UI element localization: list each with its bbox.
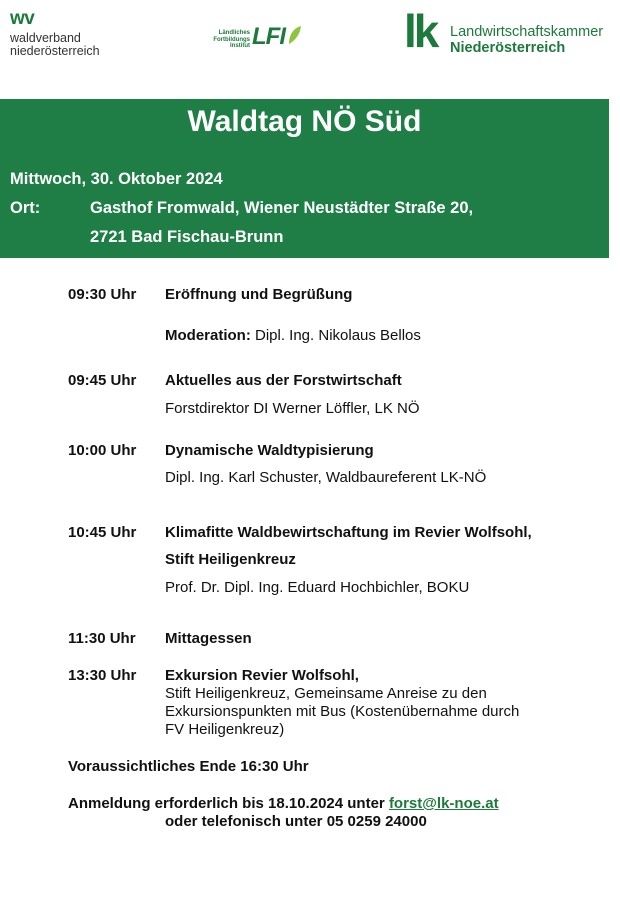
lk-logo-line2: Niederösterreich — [450, 40, 566, 56]
waldverband-logo-line1: waldverband — [10, 31, 81, 45]
lfi-logo-mark: LFI — [252, 23, 285, 50]
end-time-note: Voraussichtliches Ende 16:30 Uhr — [68, 758, 309, 775]
agenda-title: Klimafitte Waldbewirtschaftung im Revier Wolfsohl, — [165, 524, 532, 541]
location-label: Ort: — [10, 199, 41, 217]
agenda-title: Mittagessen — [165, 630, 252, 647]
leaf-icon — [286, 24, 302, 46]
agenda-title: Exkursion Revier Wolfsohl, — [165, 667, 359, 684]
waldverband-logo-mark: wv — [10, 8, 35, 29]
event-banner — [0, 99, 609, 258]
lfi-logo-subtitle: Ländliches Fortbildungs Institut — [213, 30, 250, 49]
agenda-title-line2: Stift Heiligenkreuz — [165, 551, 296, 568]
agenda-detail: FV Heiligenkreuz) — [165, 721, 285, 738]
lk-logo-mark: lk — [404, 5, 437, 57]
agenda-time: 09:30 Uhr — [68, 286, 137, 303]
registration-text: Anmeldung erforderlich bis 18.10.2024 unter — [68, 795, 389, 812]
waldverband-logo-line2: niederösterreich — [10, 44, 100, 58]
location-line2: 2721 Bad Fischau-Brunn — [90, 228, 284, 246]
registration-line1 — [68, 795, 499, 812]
registration-line2: oder telefonisch unter 05 0259 24000 — [165, 813, 427, 830]
moderation-label: Moderation: — [165, 327, 251, 344]
event-date: Mittwoch, 30. Oktober 2024 — [10, 170, 223, 188]
agenda-speaker: Dipl. Ing. Karl Schuster, Waldbaureferent LK-NÖ — [165, 469, 487, 486]
agenda-time: 10:45 Uhr — [68, 524, 137, 541]
location-line1: Gasthof Fromwald, Wiener Neustädter Straße 20, — [90, 199, 474, 217]
agenda-title: Aktuelles aus der Forstwirtschaft — [165, 372, 402, 389]
agenda-title: Eröffnung und Begrüßung — [165, 286, 353, 303]
moderation-name: Dipl. Ing. Nikolaus Bellos — [250, 327, 421, 344]
agenda-time: 10:00 Uhr — [68, 442, 137, 459]
lk-logo-line1: Landwirtschaftskammer — [450, 24, 604, 40]
event-title: Waldtag NÖ Süd — [187, 105, 422, 138]
agenda-detail: Stift Heiligenkreuz, Gemeinsame Anreise zu den — [165, 685, 487, 702]
agenda-title: Dynamische Waldtypisierung — [165, 442, 374, 459]
agenda-time: 13:30 Uhr — [68, 667, 137, 684]
registration-email-link[interactable]: forst@lk-noe.at — [388, 795, 499, 812]
agenda-speaker: Forstdirektor DI Werner Löffler, LK NÖ — [165, 400, 420, 417]
agenda-speaker: Prof. Dr. Dipl. Ing. Eduard Hochbichler, BOKU — [165, 579, 470, 596]
moderation-line — [165, 327, 421, 344]
agenda-detail: Exkursionspunkten mit Bus (Kostenübernahme durch — [165, 703, 520, 720]
agenda-time: 11:30 Uhr — [68, 630, 136, 647]
agenda-time: 09:45 Uhr — [68, 372, 137, 389]
